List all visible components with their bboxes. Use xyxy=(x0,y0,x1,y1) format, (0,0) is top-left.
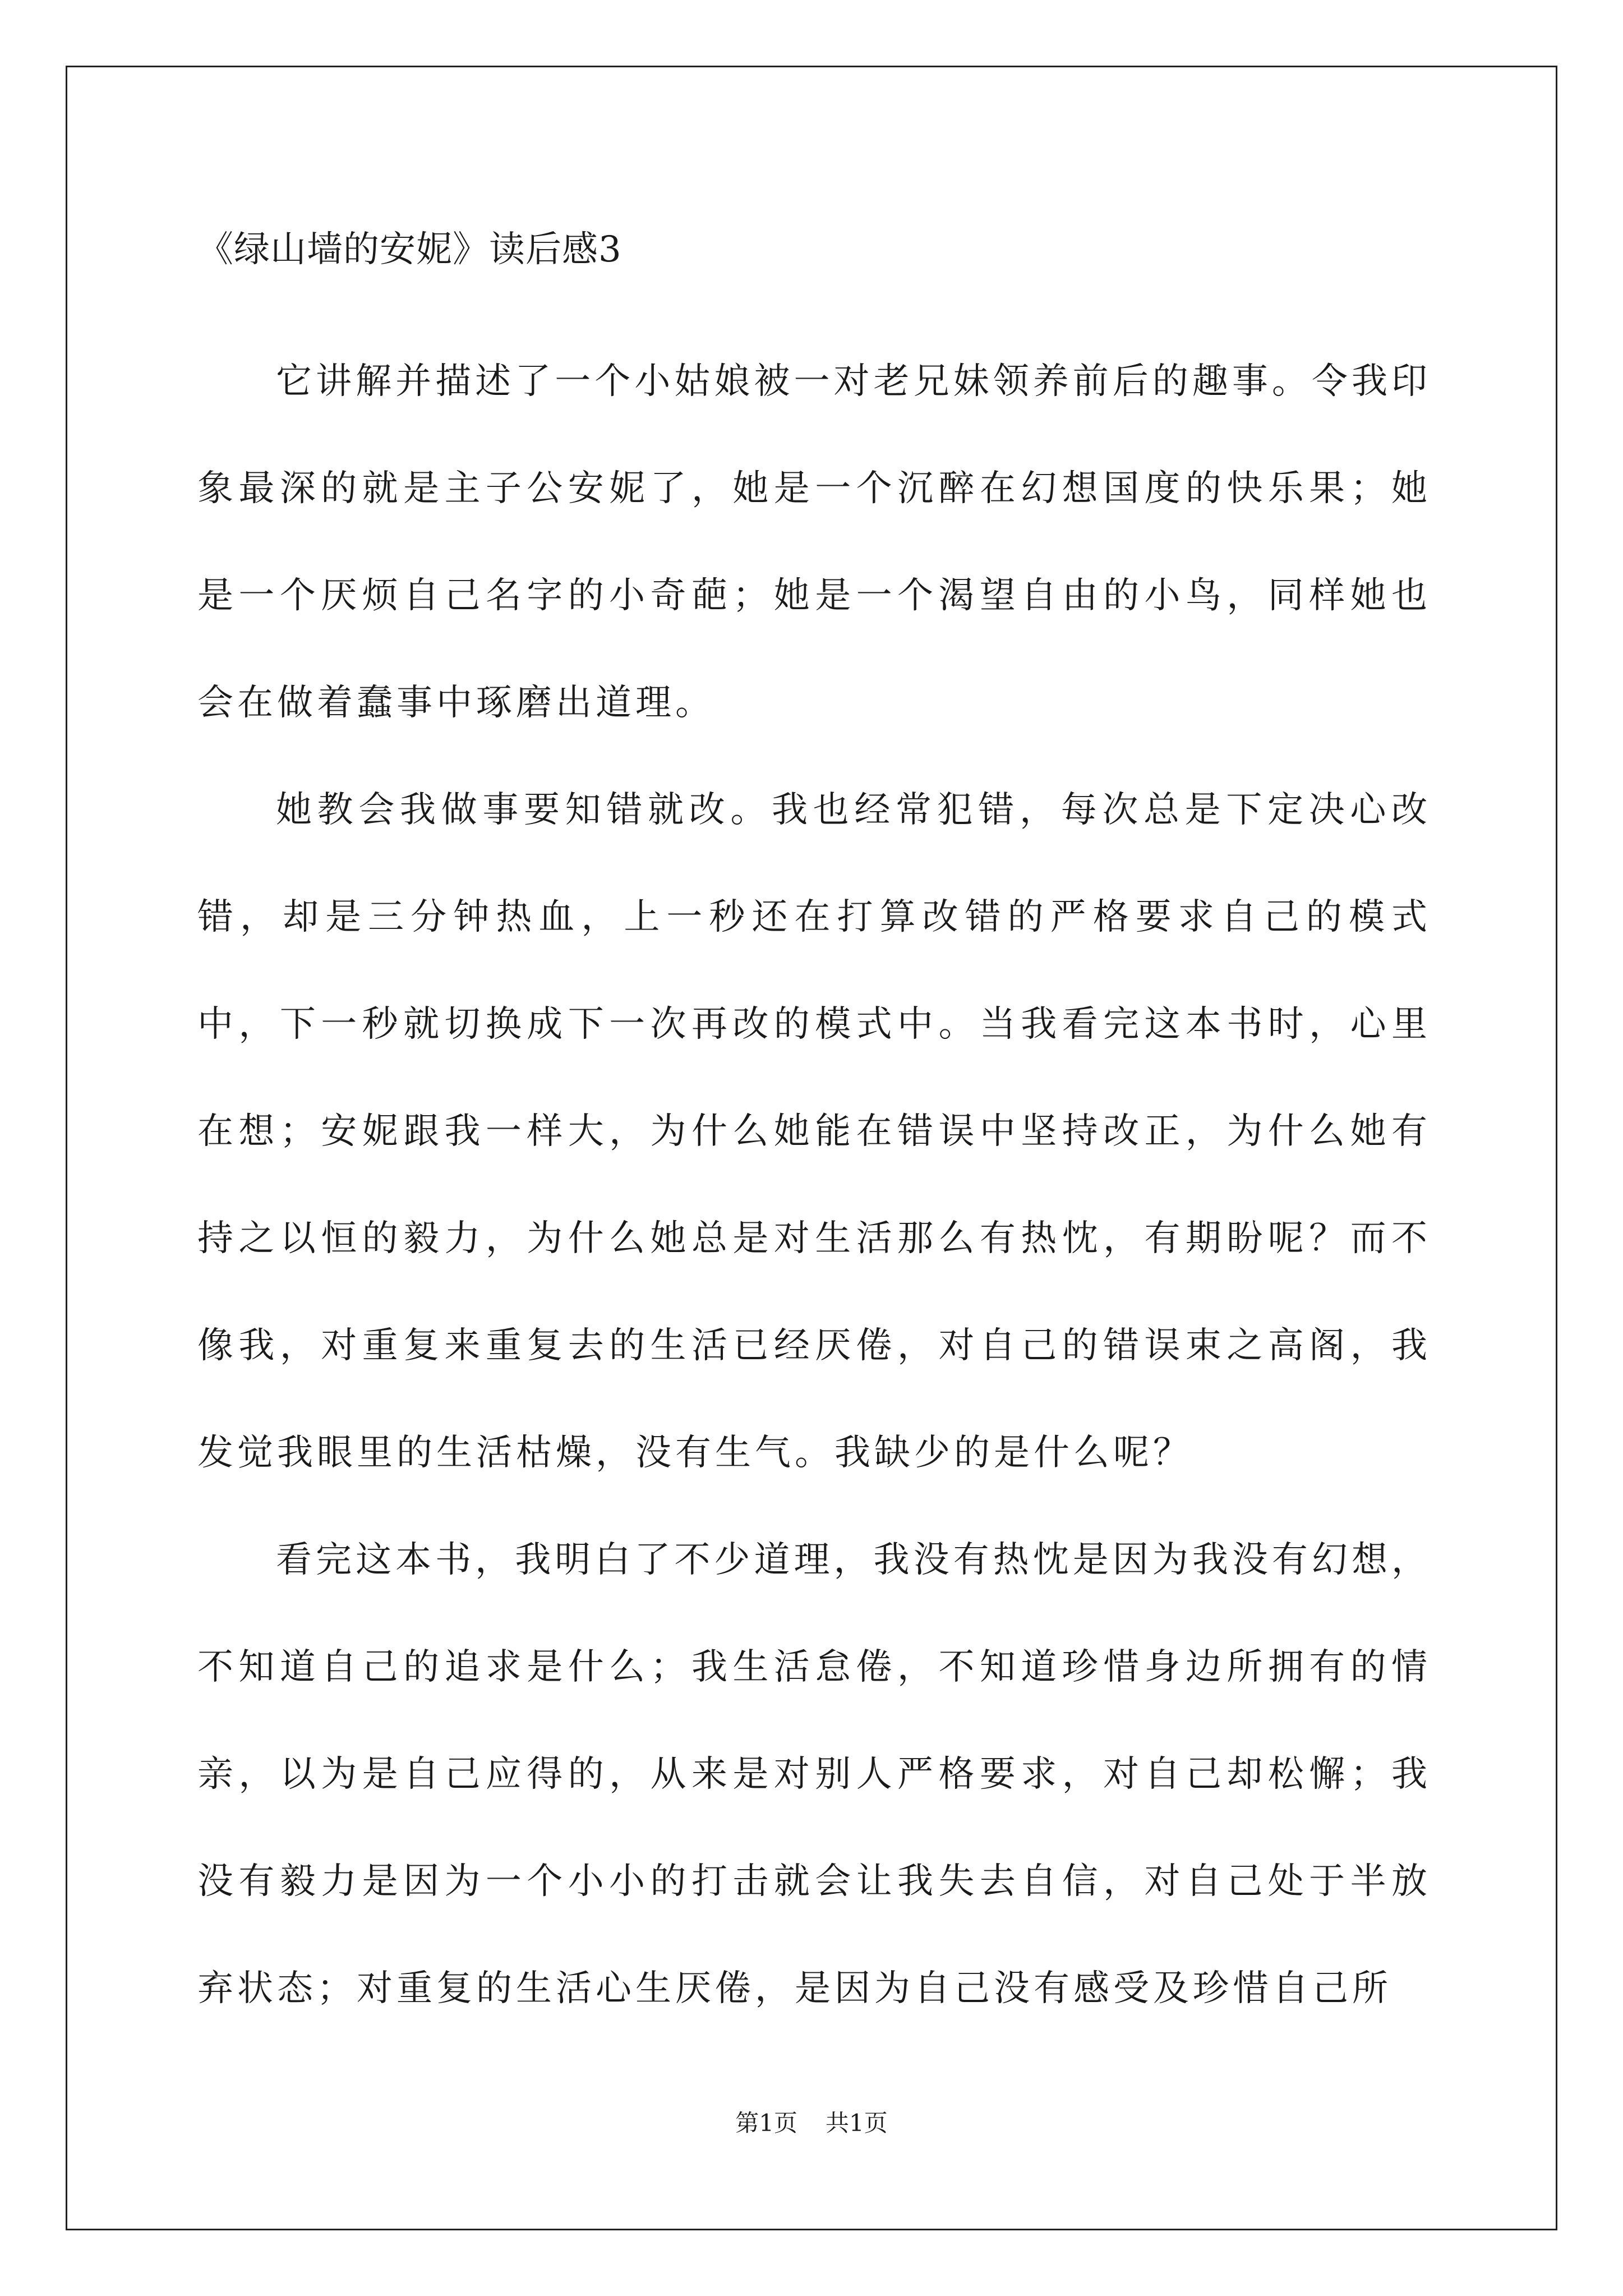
page-footer xyxy=(0,2106,1623,2140)
paragraph-1: 它讲解并描述了一个小姑娘被一对老兄妹领养前后的趣事。令我印象最深的就是主子公安妮了，她是一个沉醉在幻想国度的快乐果；她是一个厌烦自己名字的小奇葩；她是一个渴望自由的小鸟，同样她也会在做着蠢事中琢磨出道理。 xyxy=(197,361,1431,724)
paragraph-2: 她教会我做事要知错就改。我也经常犯错，每次总是下定决心改错，却是三分钟热血，上一秒还在打算改错的严格要求自己的模式中，下一秒就切换成下一次再改的模式中。当我看完这本书时，心里在想；安妮跟我一样大，为什么她能在错误中坚持改正，为什么她有持之以恒的毅力，为什么她总是对生活那么有热忱，有期盼呢？而不像我，对重复来重复去的生活已经厌倦，对自己的错误束之高阁，我发觉我眼里的生活枯燥，没有生气。我缺少的是什么呢？ xyxy=(197,789,1431,1474)
document-body xyxy=(197,328,1431,2042)
paragraph-3: 看完这本书，我明白了不少道理，我没有热忱是因为我没有幻想，不知道自己的追求是什么；我生活怠倦，不知道珍惜身边所拥有的情亲，以为是自己应得的，从来是对别人严格要求，对自己却松懈；我没有毅力是因为一个小小的打击就会让我失去自信，对自己处于半放弃状态；对重复的生活心生厌倦，是因为自己没有感受及珍惜自己所 xyxy=(197,1539,1431,2009)
page-number-total: 共1页 xyxy=(826,2109,888,2137)
document-title: 《绿山墙的安妮》读后感3 xyxy=(197,229,622,270)
page-number-current: 第1页 xyxy=(735,2109,797,2137)
